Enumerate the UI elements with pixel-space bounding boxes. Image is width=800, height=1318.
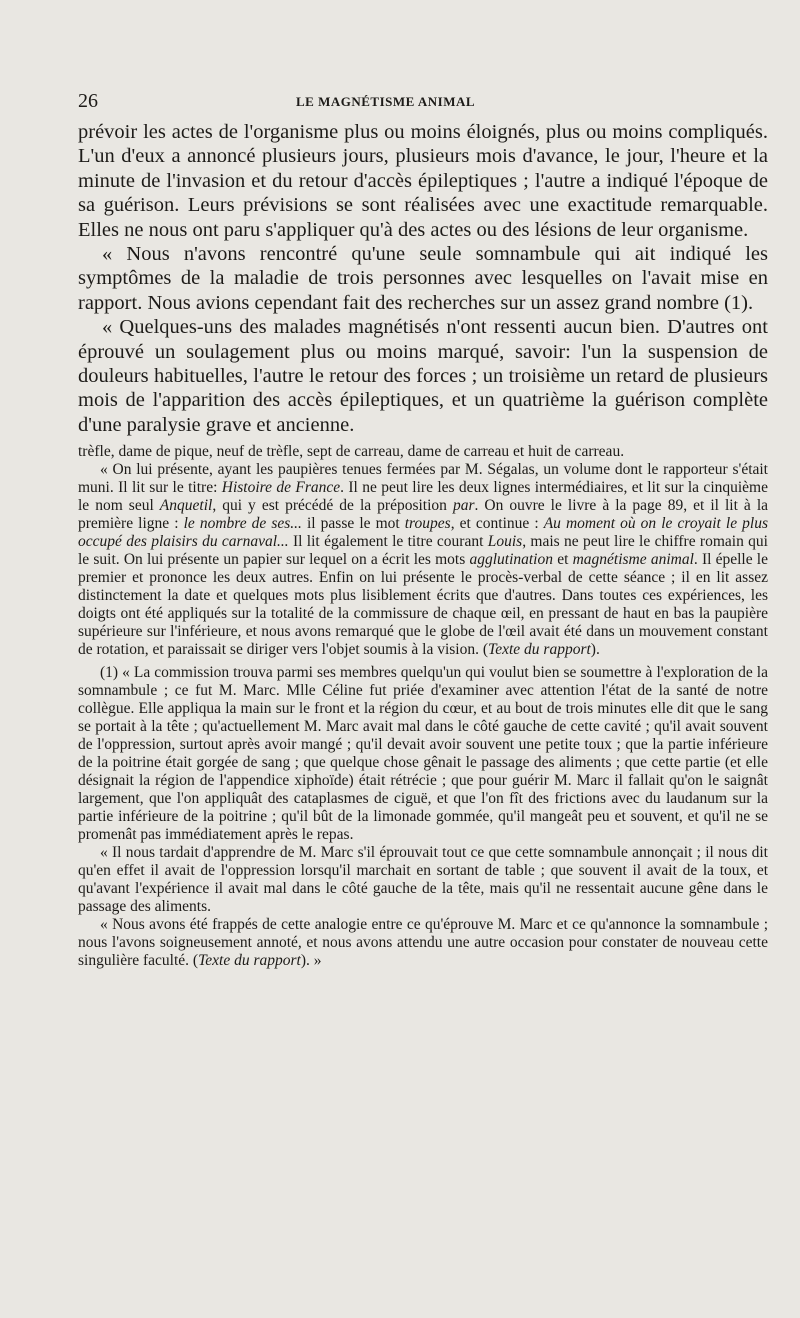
page-number: 26 [78, 90, 98, 112]
footnote-paragraph: « Il nous tardait d'apprendre de M. Marc s'il éprouvait tout ce que cette somnambule annonçait ; il nous dit qu'en effet il avait de l'oppression lorsqu'il marchait en sortant de table ; que souvent il avait de la toux, et qu'avant l'expérience il avait mal dans le côté gauche de la tête, mais qu'il ne ressentait aucune gêne dans le passage des aliments. [78, 844, 768, 916]
paragraph: « Quelques-uns des malades magnétisés n'ont ressenti aucun bien. D'autres ont éprouvé un soulagement plus ou moins marqué, savoir: l'un la suspension de douleurs habituelles, l'autre le retour des forces ; un troisième un retard de plusieurs mois de l'apparition des accès épileptiques, et un quatrième la guérison complète d'une paralysie grave et ancienne. [78, 316, 768, 436]
footnote-continuation: trèfle, dame de pique, neuf de trèfle, sept de carreau, dame de carreau et huit de carreau. [78, 443, 625, 461]
footnotes [78, 443, 768, 970]
footnote-paragraph: « Nous avons été frappés de cette analogie entre ce qu'éprouve M. Marc et ce qu'annonce la somnambule ; nous l'avons soigneusement annoté, et nous avons attendu une autre occasion pour constater de nouveau cette singulière faculté. (Texte du rapport). » [78, 916, 768, 970]
footnote-1: (1) « La commission trouva parmi ses membres quelqu'un qui voulut bien se soumettre à l'exploration de la somnambule ; ce fut M. Marc. Mlle Céline fut priée d'examiner avec attention l'état de la santé de notre collègue. Elle appliqua la main sur le front et la région du cœur, et au bout de trois minutes elle dit que le sang se portait à la tête ; qu'actuellement M. Marc avait mal dans le côté gauche de cette cavité ; qu'il avait souvent de l'oppression, surtout après avoir mangé ; qu'il devait avoir souvent une petite toux ; que la partie inférieure de la poitrine était gorgée de sang ; que quelque chose gênait le passage des aliments ; que cette partie (et elle désignait la région de l'appendice xiphoïde) était rétrécie ; que pour guérir M. Marc il fallait qu'on le saignât largement, que l'on appliquât des cataplasmes de ciguë, et que l'on fît des frictions avec du laudanum sur la partie inférieure de la poitrine ; qu'il bût de la limonade gommée, qu'il mangeât peu et souvent, et qu'il ne se promenât pas immédiatement après le repas. [78, 664, 768, 844]
footnote-paragraph: « On lui présente, ayant les paupières tenues fermées par M. Ségalas, un volume dont le rapporteur s'était muni. Il lit sur le titre: Histoire de France. Il ne peut lire les deux lignes intermédiaires, et lit sur la cinquième le nom seul Anquetil, qui y est précédé de la préposition par. On ouvre le livre à la page 89, et il lit à la première ligne : le nombre de ses... il passe le mot troupes, et continue : Au moment où on le croyait le plus occupé des plaisirs du carnaval... Il lit également le titre courant Louis, mais ne peut lire le chiffre romain qui le suit. On lui présente un papier sur lequel on a écrit les mots agglutination et magnétisme animal. Il épelle le premier et prononce les deux autres. Enfin on lui présente le procès-verbal de cette séance ; il en lit assez distinctement la date et quelques mots plus lisiblement écrits que d'autres. Dans toutes ces expériences, les doigts ont été appliqués sur la totalité de la commissure de chaque œil, en pressant de haut en bas la paupière supérieure sur l'inférieure, et nous avons remarqué que le globe de l'œil avait été dans un mouvement constant de rotation, et paraissait se diriger vers l'objet soumis à la vision. (Texte du rapport). [78, 461, 769, 659]
main-text [78, 120, 768, 437]
paragraph: « Nous n'avons rencontré qu'une seule somnambule qui ait indiqué les symptômes de la maladie de trois personnes avec lesquelles on l'avait mise en rapport. Nous avions cependant fait des recherches sur un assez grand nombre (1). [78, 243, 768, 314]
page-header [78, 90, 768, 114]
paragraph: prévoir les actes de l'organisme plus ou moins éloignés, plus ou moins compliqués. L'un d'eux a annoncé plusieurs jours, plusieurs mois d'avance, le jour, l'heure et la minute de l'invasion et du retour d'accès épileptiques ; l'autre a indiqué l'époque de sa guérison. Leurs prévisions se sont réalisées avec une exactitude remarquable. Elles ne nous ont paru s'appliquer qu'à des actes ou des lésions de leur organisme. [78, 121, 768, 241]
running-title: LE MAGNÉTISME ANIMAL [296, 94, 476, 109]
